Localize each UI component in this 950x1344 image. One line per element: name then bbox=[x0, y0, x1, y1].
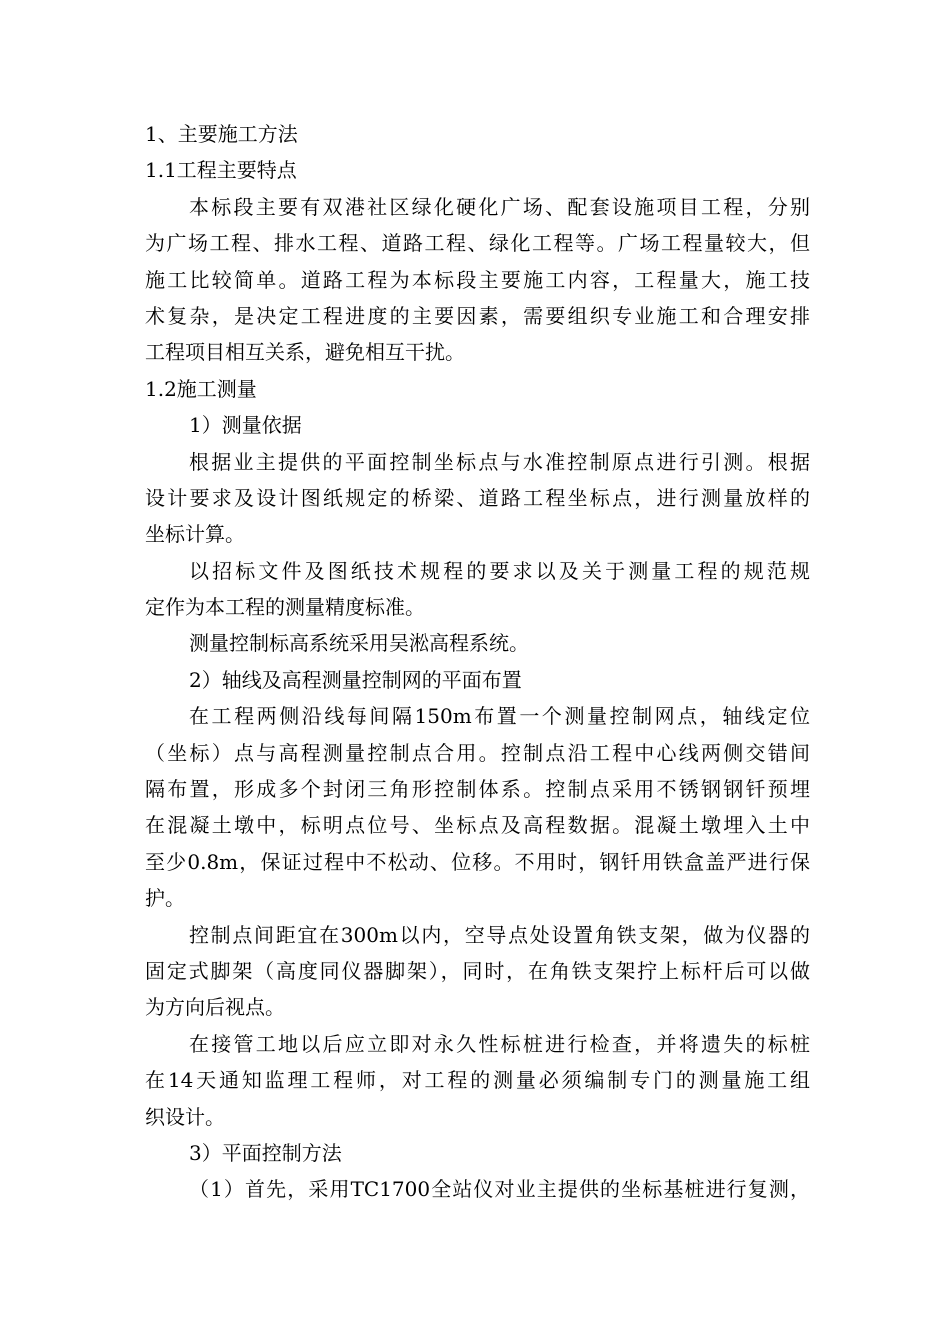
text-line: 隔布置，形成多个封闭三角形控制体系。控制点采用不锈钢钢钎预埋 bbox=[145, 777, 810, 802]
text-line: 在14天通知监理工程师，对工程的测量必须编制专门的测量施工组 bbox=[145, 1068, 810, 1093]
text-line: 施工比较简单。道路工程为本标段主要施工内容，工程量大，施工技 bbox=[145, 267, 810, 292]
text-line: 至少0.8m，保证过程中不松动、位移。不用时，钢钎用铁盒盖严进行保 bbox=[145, 849, 810, 874]
text-line: 控制点间距宜在300m以内，空导点处设置角铁支架，做为仪器的 bbox=[189, 922, 810, 947]
text-line: 固定式脚架（高度同仪器脚架），同时，在角铁支架拧上标杆后可以做 bbox=[145, 958, 810, 983]
text-line: 1.2施工测量 bbox=[145, 376, 257, 401]
text-line: 在接管工地以后应立即对永久性标桩进行检查，并将遗失的标桩 bbox=[189, 1031, 810, 1056]
text-line: 定作为本工程的测量精度标准。 bbox=[145, 595, 425, 620]
text-line: 为方向后视点。 bbox=[145, 995, 285, 1020]
text-line: 3）平面控制方法 bbox=[189, 1140, 342, 1165]
text-line: 1）测量依据 bbox=[189, 413, 302, 438]
text-line: （坐标）点与高程测量控制点合用。控制点沿工程中心线两侧交错间 bbox=[145, 740, 810, 765]
text-line: 1.1工程主要特点 bbox=[145, 158, 297, 183]
text-line: 术复杂，是决定工程进度的主要因素，需要组织专业施工和合理安排 bbox=[145, 303, 810, 328]
text-line: 在混凝土墩中，标明点位号、坐标点及高程数据。混凝土墩埋入土中 bbox=[145, 813, 810, 838]
text-line: 织设计。 bbox=[145, 1104, 225, 1129]
text-line: 2）轴线及高程测量控制网的平面布置 bbox=[189, 667, 522, 692]
text-line: 本标段主要有双港社区绿化硬化广场、配套设施项目工程，分别 bbox=[189, 194, 810, 219]
text-line: 1、主要施工方法 bbox=[145, 122, 298, 146]
text-line: （1）首先，采用TC1700全站仪对业主提供的坐标基桩进行复测， bbox=[189, 1177, 810, 1202]
text-line: 护。 bbox=[145, 886, 185, 911]
text-line: 在工程两侧沿线每间隔150m布置一个测量控制网点，轴线定位 bbox=[189, 704, 810, 729]
text-line: 以招标文件及图纸技术规程的要求以及关于测量工程的规范规 bbox=[189, 558, 810, 583]
text-line: 测量控制标高系统采用吴淞高程系统。 bbox=[189, 631, 529, 656]
text-line: 为广场工程、排水工程、道路工程、绿化工程等。广场工程量较大，但 bbox=[145, 231, 810, 256]
text-line: 设计要求及设计图纸规定的桥梁、道路工程坐标点，进行测量放样的 bbox=[145, 485, 810, 510]
text-line: 坐标计算。 bbox=[145, 522, 245, 547]
text-line: 工程项目相互关系，避免相互干扰。 bbox=[145, 340, 465, 365]
document-body bbox=[145, 116, 810, 1208]
text-line: 根据业主提供的平面控制坐标点与水准控制原点进行引测。根据 bbox=[189, 449, 810, 474]
